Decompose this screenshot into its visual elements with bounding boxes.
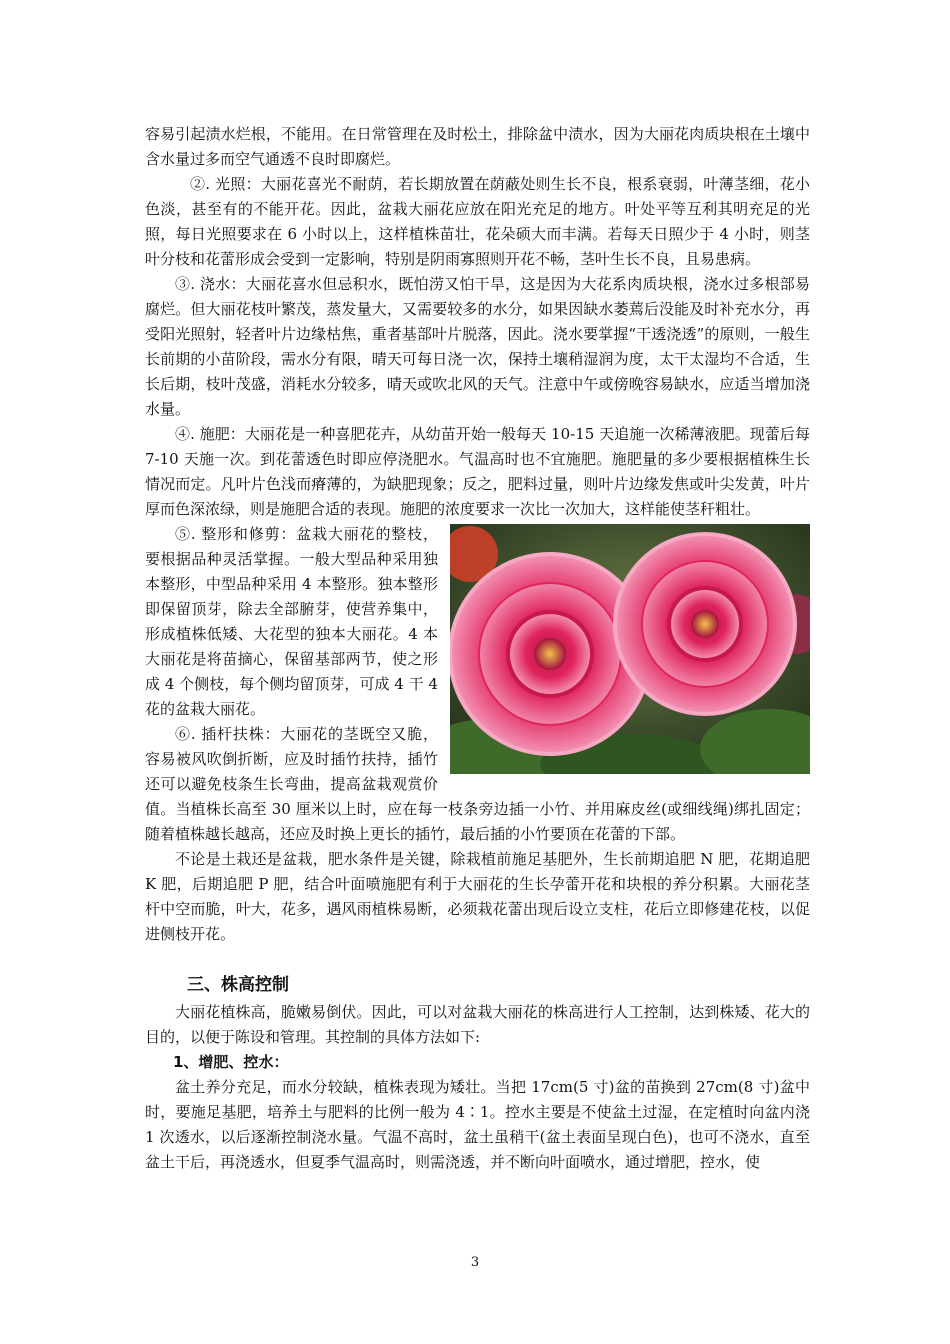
paragraph-summary: 不论是土栽还是盆栽，肥水条件是关键，除栽植前施足基肥外，生长前期追肥 N 肥，花期追肥 K 肥，后期追肥 P 肥，结合叶面喷施肥有利于大丽花的生长孕蕾开花和块根的养分积累。大丽花茎杆中空而脆，叶大，花多，遇风雨植株易断，必须栽花蕾出现后设立支柱，花后立即修建花枝，以促进侧枝开花。 [145, 850, 810, 943]
paragraph-waterlogging: 容易引起渍水烂根，不能用。在日常管理在及时松土，排除盆中渍水，因为大丽花肉质块根在土壤中含水量过多而空气通透不良时即腐烂。 [145, 125, 810, 168]
subheading-fertilize-control-water: 1、增肥、控水： [173, 1053, 289, 1071]
dahlia-flowers-icon [450, 524, 810, 774]
document-body [145, 122, 810, 1175]
paragraph-watering: ③. 浇水：大丽花喜水但忌积水，既怕涝又怕干旱，这是因为大花系肉质块根，浇水过多根部易腐烂。但大丽花枝叶繁茂，蒸发量大，又需要较多的水分，如果因缺水萎蔫后没能及时补充水分，再受阳光照射，轻者叶片边缘枯焦，重者基部叶片脱落，因此。浇水要掌握“干透浇透”的原则，一般生长前期的小苗阶段，需水分有限，晴天可每日浇一次，保持土壤稍湿润为度，太干太湿均不合适，生长后期，枝叶茂盛，消耗水分较多，晴天或吹北风的天气。注意中午或傍晚容易缺水，应适当增加浇水量。 [145, 275, 810, 418]
page-number: 3 [470, 1255, 480, 1270]
paragraph-fertilizing: ④. 施肥：大丽花是一种喜肥花卉，从幼苗开始一般每天 10-15 天追施一次稀薄液肥。现蕾后每 7-10 天施一次。到花蕾透色时即应停浇肥水。气温高时也不宜施肥。施肥量的多少要根据植株生长情况而定。凡叶片色浅而瘠薄的，为缺肥现象；反之，肥料过量，则叶片边缘发焦或叶尖发黄，叶片厚而色深浓绿，则是施肥合适的表现。施肥的浓度要求一次比一次加大，这样能使茎秆粗壮。 [145, 425, 810, 518]
paragraph-height-intro: 大丽花植株高，脆嫩易倒伏。因此，可以对盆栽大丽花的株高进行人工控制，达到株矮、花大的目的，以便于陈设和管理。其控制的具体方法如下: [145, 1003, 810, 1046]
section-heading-height-control: 三、株高控制 [187, 975, 289, 995]
dahlia-right [613, 532, 797, 716]
paragraph-staking: ⑥. 插杆扶株：大丽花的茎既空又脆，容易被风吹倒折断，应及时插竹扶持，插竹还可以避免枝条生长弯曲，提高盆栽观赏价值。当植株长高至 30 厘米以上时，应在每一枝条旁边插一小竹、并用麻皮丝(或细线绳)绑扎固定；随着植株越长越高，还应及时换上更长的插竹，最后插的小竹要顶在花蕾的下部。 [145, 725, 810, 843]
paragraph-light: ②. 光照：大丽花喜光不耐荫，若长期放置在荫蔽处则生长不良，根系衰弱，叶薄茎细，花小色淡，甚至有的不能开花。因此，盆栽大丽花应放在阳光充足的地方。叶处平等互利其明充足的光照，每日光照要求在 6 小时以上，这样植株苗壮，花朵硕大而丰满。若每天日照少于 4 小时，则茎叶分枝和花蕾形成会受到一定影响，特别是阴雨寡照则开花不畅，茎叶生长不良，且易患病。 [145, 175, 810, 268]
dahlia-flowers-photo [450, 524, 810, 774]
paragraph-fertilize-control-water: 盆土养分充足，而水分较缺，植株表现为矮壮。当把 17cm(5 寸)盆的苗换到 27cm(8 寸)盆中时，要施足基肥，培养土与肥料的比例一般为 4∶1。控水主要是不使盆土过湿，在定植时向盆内浇 1 次透水，以后逐渐控制浇水量。气温不高时，盆土虽稍干(盆土表面呈现白色)，也可不浇水，直至盆土干后，再浇透水，但夏季气温高时，则需浇透，并不断向叶面喷水，通过增肥，控水，使 [145, 1078, 810, 1171]
paragraph-pruning: ⑤. 整形和修剪：盆栽大丽花的整枝，要根据品种灵活掌握。一般大型品种采用独本整形，中型品种采用 4 本整形。独本整形即保留顶芽，除去全部腑芽，使营养集中，形成植株低矮、大花型的独本大丽花。4 本大丽花是将苗摘心，保留基部两节，使之形成 4 个侧枝，每个侧均留顶芽，可成 4 干 4 花的盆栽大丽花。 [145, 525, 438, 718]
